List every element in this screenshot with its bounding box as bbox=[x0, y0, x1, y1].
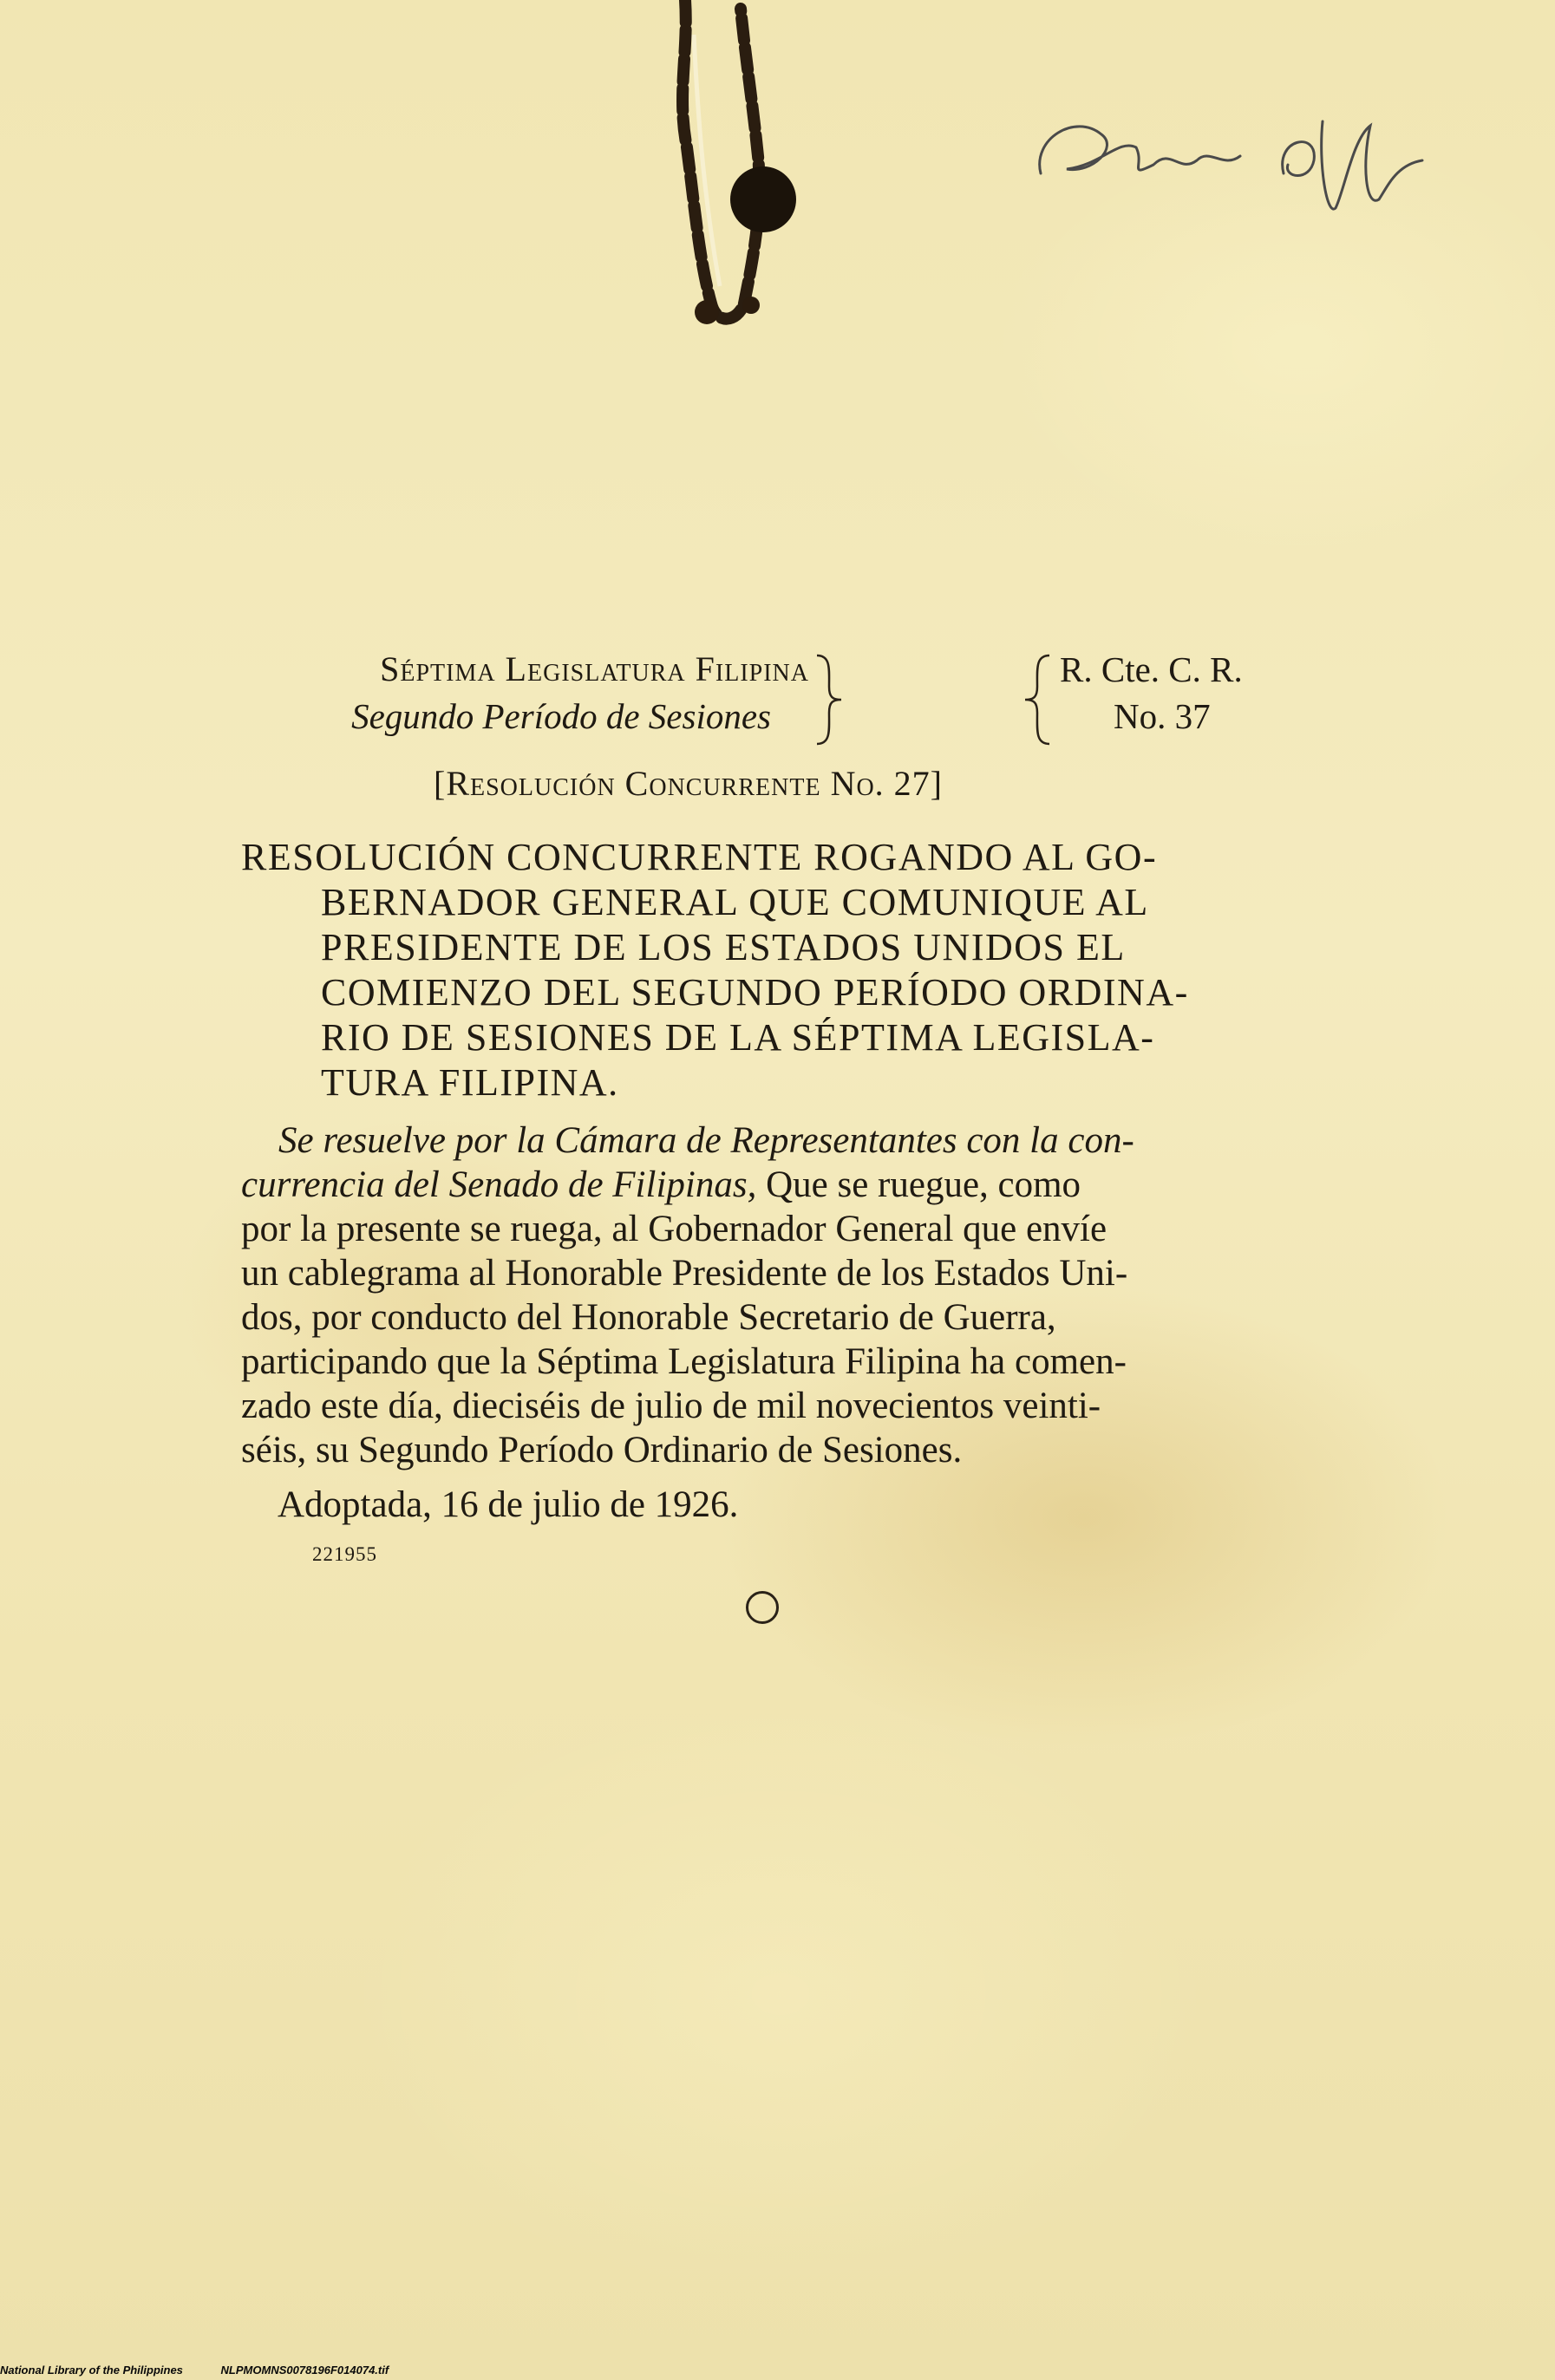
body-line: zado este día, dieciséis de julio de mil novecientos veinti- bbox=[241, 1386, 1101, 1426]
enacting-clause: Se resuelve por la Cámara de Representantes con la con- bbox=[278, 1120, 1134, 1161]
print-code: 221955 bbox=[312, 1543, 377, 1565]
body-line: un cablegrama al Honorable Presidente de los Estados Uni- bbox=[241, 1253, 1128, 1294]
title-line: COMIENZO DEL SEGUNDO PERÍODO ORDINA- bbox=[321, 971, 1189, 1014]
body-text: Que se ruegue, como bbox=[756, 1164, 1081, 1205]
adoption-date: Adoptada, 16 de julio de 1926. bbox=[278, 1484, 739, 1525]
body-line: por la presente se ruega, al Gobernador General que envíe bbox=[241, 1209, 1107, 1249]
right-brace-icon bbox=[813, 652, 845, 747]
committee-reference: R. Cte. C. R. bbox=[1060, 649, 1243, 689]
binding-hole-stain bbox=[668, 0, 824, 347]
body-line: séis, su Segundo Período Ordinario de Sesiones. bbox=[241, 1430, 963, 1470]
resolution-number: [Resolución Concurrente No. 27] bbox=[434, 764, 943, 803]
handwritten-note-text: Press off bbox=[1023, 87, 1028, 88]
title-line: RESOLUCIÓN CONCURRENTE ROGANDO AL GO- bbox=[241, 836, 1158, 878]
body-line bbox=[241, 1163, 1303, 1207]
title-line: PRESIDENTE DE LOS ESTADOS UNIDOS EL bbox=[321, 926, 1126, 968]
session-name: Segundo Período de Sesiones bbox=[351, 696, 771, 736]
title-line: TURA FILIPINA. bbox=[321, 1061, 619, 1104]
resolution-title bbox=[241, 835, 1303, 1105]
enacting-clause-end: currencia del Senado de Filipinas, bbox=[241, 1164, 757, 1205]
legislature-name: Séptima Legislatura Filipina bbox=[380, 649, 809, 688]
body-line bbox=[241, 1118, 1303, 1163]
title-line: RIO DE SESIONES DE LA SÉPTIMA LEGISLA- bbox=[321, 1016, 1155, 1059]
scan-footer bbox=[0, 2361, 389, 2380]
left-brace-icon bbox=[1022, 652, 1053, 747]
body-line: participando que la Séptima Legislatura Filipina ha comen- bbox=[241, 1341, 1127, 1382]
committee-number: No. 37 bbox=[1114, 696, 1211, 736]
title-line: BERNADOR GENERAL QUE COMUNIQUE AL bbox=[321, 881, 1149, 923]
header-right-block bbox=[1060, 646, 1243, 740]
circle-ornament-icon bbox=[746, 1591, 779, 1624]
library-name: National Library of the Philippines bbox=[0, 2364, 183, 2377]
resolution-body bbox=[241, 1118, 1303, 1472]
scan-filename: NLPMOMNS0078196F014074.tif bbox=[220, 2364, 389, 2377]
header-left-block bbox=[241, 646, 809, 740]
body-line: dos, por conducto del Honorable Secretario de Guerra, bbox=[241, 1297, 1056, 1338]
handwritten-note bbox=[1023, 87, 1457, 225]
